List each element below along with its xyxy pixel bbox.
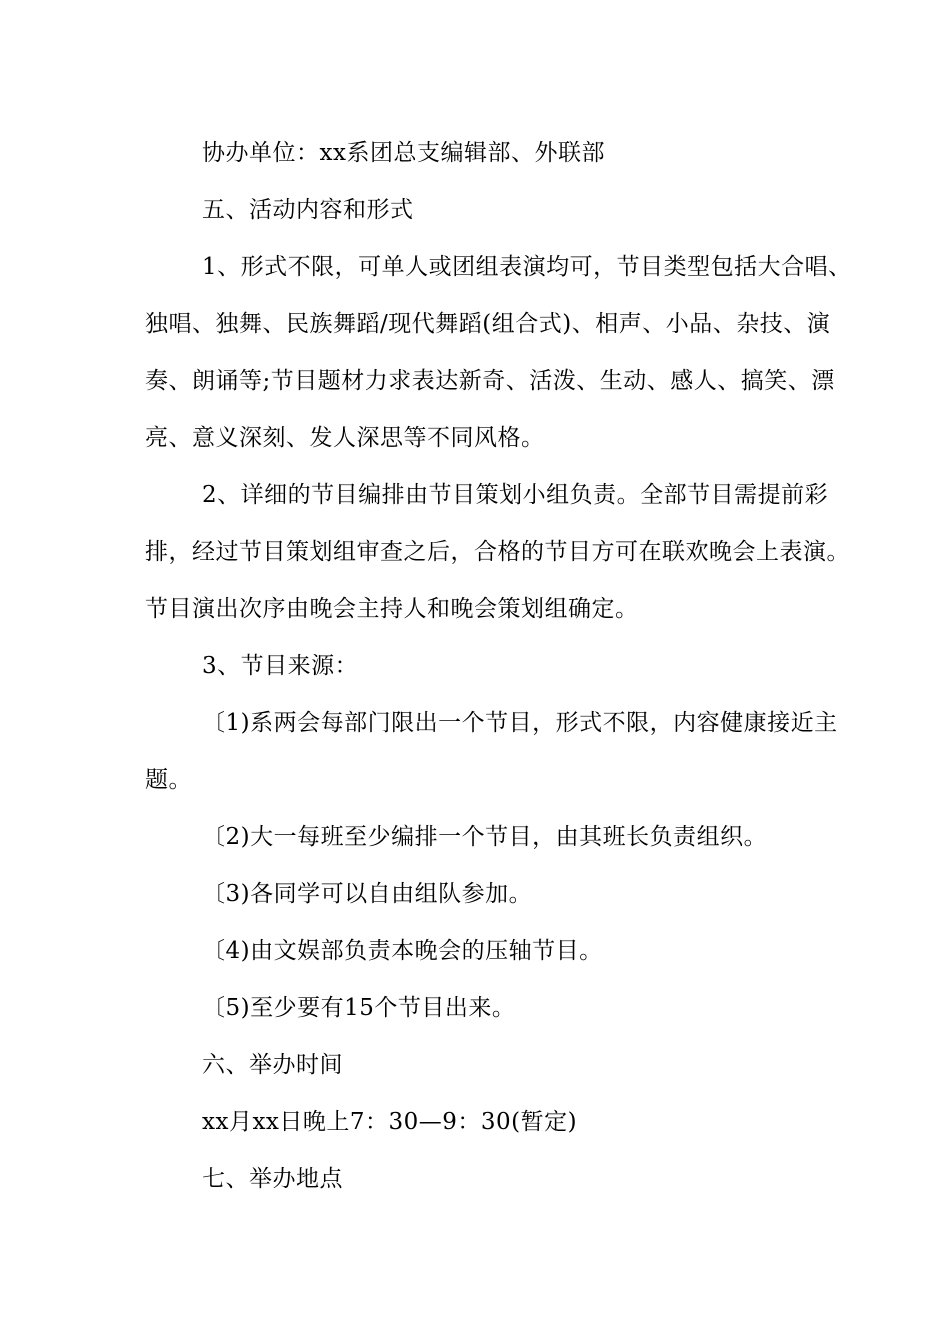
paragraph-2-line-2: 排，经过节目策划组审查之后，合格的节目方可在联欢晚会上表演。 xyxy=(145,539,850,565)
section-heading-time: 六、举办时间 xyxy=(202,1052,343,1078)
paragraph-2-line-3: 节目演出次序由晚会主持人和晚会策划组确定。 xyxy=(145,596,639,622)
paragraph-1-line-4: 亮、意义深刻、发人深思等不同风格。 xyxy=(145,425,545,451)
program-source-heading: 3、节目来源： xyxy=(202,653,359,679)
source-item-3: 〔3)各同学可以自由组队参加。 xyxy=(202,881,533,907)
source-item-1-line-1: 〔1)系两会每部门限出一个节目，形式不限，内容健康接近主 xyxy=(202,710,838,736)
paragraph-1-line-3: 奏、朗诵等;节目题材力求表达新奇、活泼、生动、感人、搞笑、漂 xyxy=(145,368,835,394)
source-item-4: 〔4)由文娱部负责本晚会的压轴节目。 xyxy=(202,938,603,964)
source-item-1-line-2: 题。 xyxy=(145,767,192,793)
section-heading-location: 七、举办地点 xyxy=(202,1166,343,1192)
paragraph-1-line-2: 独唱、独舞、民族舞蹈/现代舞蹈(组合式)、相声、小品、杂技、演 xyxy=(145,311,831,337)
event-time-line: xx月xx日晚上7：30—9：30(暂定) xyxy=(202,1109,578,1135)
co-organizer-line: 协办单位：xx系团总支编辑部、外联部 xyxy=(202,140,605,166)
section-heading-activity-content: 五、活动内容和形式 xyxy=(202,197,414,223)
source-item-5: 〔5)至少要有15个节目出来。 xyxy=(202,995,516,1021)
paragraph-1-line-1: 1、形式不限，可单人或团组表演均可，节目类型包括大合唱、 xyxy=(202,254,852,280)
source-item-2: 〔2)大一每班至少编排一个节目，由其班长负责组织。 xyxy=(202,824,768,850)
paragraph-2-line-1: 2、详细的节目编排由节目策划小组负责。全部节目需提前彩 xyxy=(202,482,829,508)
